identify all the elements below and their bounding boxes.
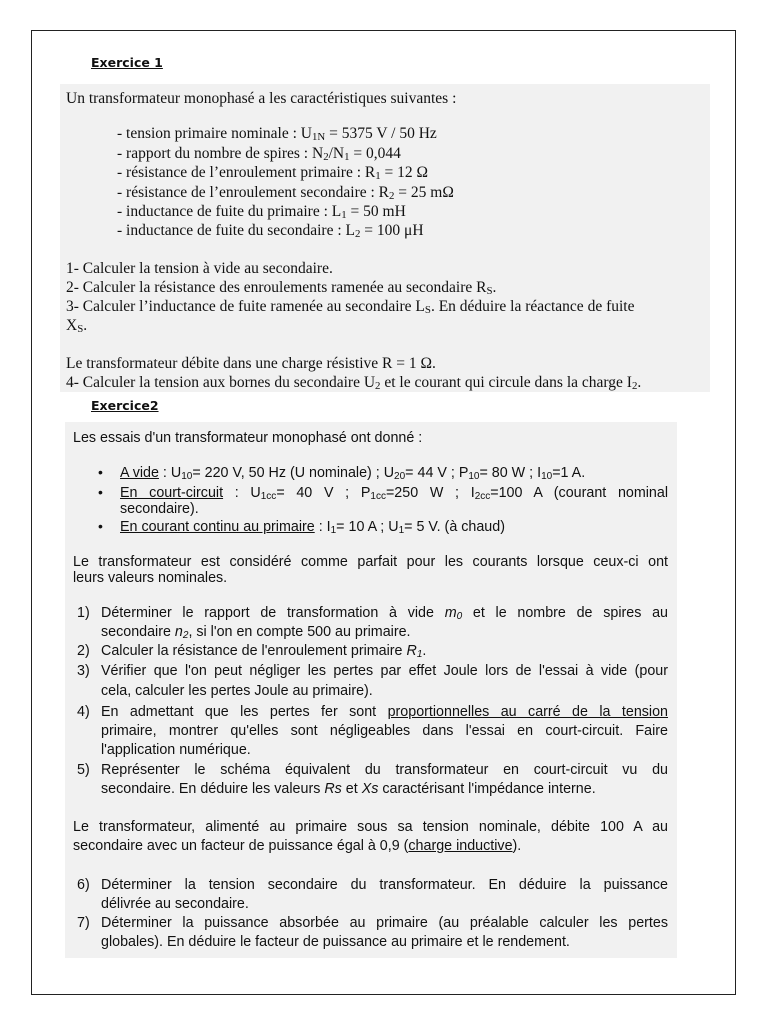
test-no-load: A vide : $U_{10}= 220$ V, 50 Hz (U nominale) ; $U_{20}= 44$ V ; $P_{10}= 80$ W ; $I_{10}=1$ A. — [120, 465, 586, 482]
bullet-icon: • — [98, 518, 103, 534]
exercise-1-intro: Un transformateur monophasé a les caractéristiques suivantes : — [66, 90, 457, 107]
exercise-2-question-3-cont: cela, calculer les pertes Joule au primaire). — [101, 683, 373, 699]
exercise-2-intro: Les essais d'un transformateur monophasé ont donné : — [73, 430, 423, 446]
exercise-1-question-1: 1- Calculer la tension à vide au secondaire. — [66, 260, 333, 277]
operating-statement: Le transformateur, alimenté au primaire sous sa tension nominale, débite 100 A au — [73, 819, 668, 835]
question-number: 6) — [77, 877, 90, 893]
characteristic-turns-ratio: - rapport du nombre de spires : $N_2/N_1 = 0,044$ — [117, 145, 401, 163]
exercise-2-question-7-cont: globales). En déduire le facteur de puissance au primaire et le rendement. — [101, 934, 570, 950]
question-number: 7) — [77, 915, 90, 931]
exercise-2-question-5-cont: secondaire. En déduire les valeurs Rs et Xs caractérisant l'impédance interne. — [101, 781, 596, 797]
exercise-2-question-4-cont2: l'application numérique. — [101, 742, 251, 758]
exercise-2-question-3: Vérifier que l'on peut négliger les pertes par effet Joule lors de l'essai à vide (pour — [101, 663, 668, 679]
ideal-transformer-statement-cont: leurs valeurs nominales. — [73, 570, 228, 586]
exercise-2-question-6-cont: délivrée au secondaire. — [101, 896, 249, 912]
question-number: 2) — [77, 643, 90, 659]
test-direct-current: En courant continu au primaire : $I_1= 10$ A ; $U_1= 5$ V. (à chaud) — [120, 519, 505, 536]
exercise-1-load-statement: Le transformateur débite dans une charge résistive R = 1 Ω. — [66, 355, 436, 372]
question-number: 3) — [77, 663, 90, 679]
ideal-transformer-statement: Le transformateur est considéré comme parfait pour les courants lorsque ceux-ci ont — [73, 554, 668, 570]
exercise-1-title: Exercice 1 — [91, 55, 163, 70]
exercise-2-question-7: Déterminer la puissance absorbée au primaire (au préalable calculer les pertes — [101, 915, 668, 931]
exercise-2-title: Exercice2 — [91, 398, 159, 413]
question-number: 1) — [77, 605, 90, 621]
exercise-2-question-2: Calculer la résistance de l'enroulement primaire $R_1$. — [101, 643, 427, 660]
question-number: 4) — [77, 704, 90, 720]
exercise-1-question-3: 3- Calculer l’inductance de fuite ramenée au secondaire $L_S$. En déduire la réactance de fuite — [66, 298, 635, 316]
characteristic-primary-voltage: - tension primaire nominale : $U_{1N} = 5375$ V / 50 Hz — [117, 125, 437, 143]
characteristic-secondary-leakage: - inductance de fuite du secondaire : $L_2 = 100$ μH — [117, 222, 424, 240]
test-short-circuit: En court-circuit : $U_{1cc}= 40$ V ; $P_{1cc}=250$ W ; $I_{2cc}=100$ A (courant nominal — [120, 485, 669, 502]
test-short-circuit-cont: secondaire). — [120, 501, 199, 517]
characteristic-primary-leakage: - inductance de fuite du primaire : $L_1 = 50$ mH — [117, 203, 406, 221]
bullet-icon: • — [98, 464, 103, 480]
exercise-1-question-4: 4- Calculer la tension aux bornes du secondaire $U_2$ et le courant qui circule dans la charge $I_2$. — [66, 374, 642, 392]
characteristic-primary-resistance: - résistance de l’enroulement primaire : $R_1 = 12$ Ω — [117, 164, 429, 182]
exercise-2-question-4-cont: primaire, montrer qu'elles sont négligeables dans l'essai en court-circuit. Faire — [101, 723, 668, 739]
exercise-1-question-3-cont: $X_S$. — [66, 317, 88, 335]
exercise-2-question-1: Déterminer le rapport de transformation à vide $m_0$ et le nombre de spires au — [101, 605, 668, 622]
exercise-1-question-2: 2- Calculer la résistance des enroulements ramenée au secondaire $R_S$. — [66, 279, 497, 297]
bullet-icon: • — [98, 484, 103, 500]
exercise-2-question-6: Déterminer la tension secondaire du transformateur. En déduire la puissance — [101, 877, 668, 893]
exercise-2-question-1-cont: secondaire $n_2$, si l'on en compte 500 au primaire. — [101, 624, 411, 641]
exercise-2-question-5: Représenter le schéma équivalent du transformateur en court-circuit vu du — [101, 762, 668, 778]
characteristic-secondary-resistance: - résistance de l’enroulement secondaire : $R_2 = 25$ mΩ — [117, 184, 454, 202]
operating-statement-cont: secondaire avec un facteur de puissance égal à 0,9 (charge inductive). — [73, 838, 522, 854]
question-number: 5) — [77, 762, 90, 778]
exercise-2-question-4: En admettant que les pertes fer sont proportionnelles au carré de la tension — [101, 704, 669, 720]
